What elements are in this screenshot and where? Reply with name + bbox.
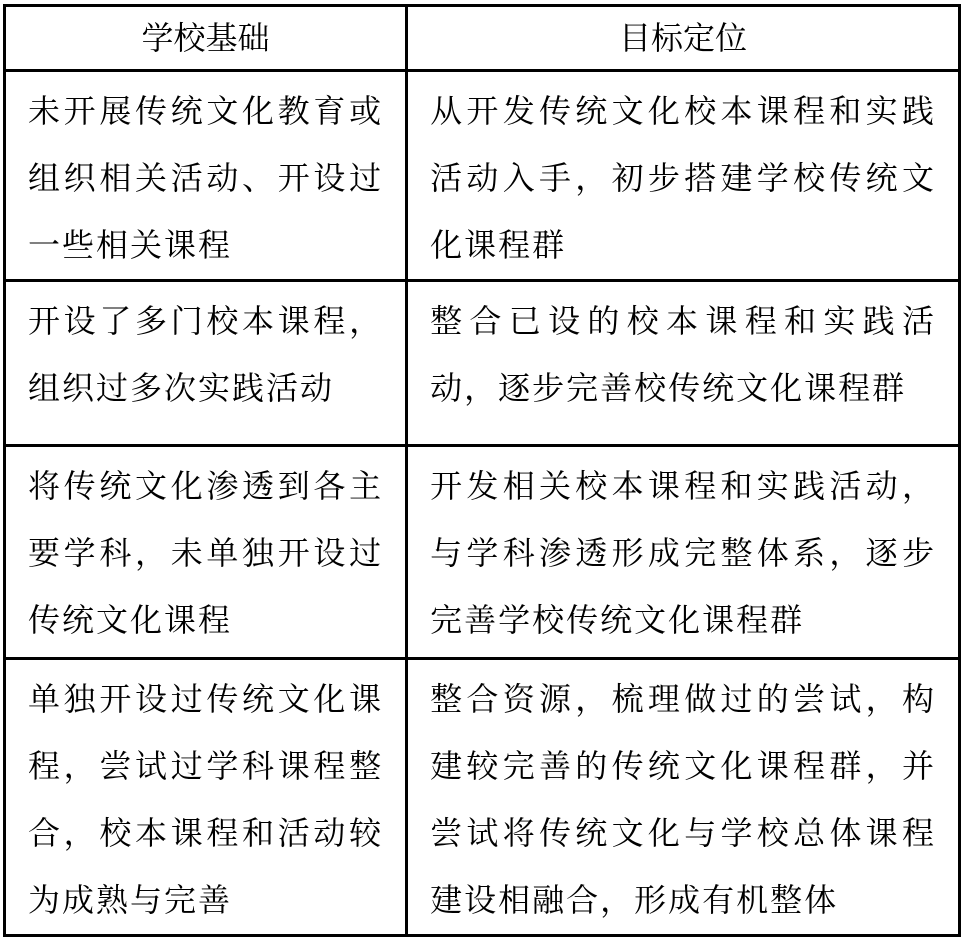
header-target-positioning: 目标定位 [407, 6, 960, 71]
header-row [5, 6, 960, 71]
target-positioning-text: 开发相关校本课程和实践活动，与学科渗透形成完整体系，逐步完善学校传统文化课程群 [430, 467, 936, 639]
target-positioning-text: 从开发传统文化校本课程和实践活动入手，初步搭建学校传统文化课程群 [430, 92, 936, 264]
target-positioning-cell [407, 659, 960, 936]
target-positioning-text: 整合资源，梳理做过的尝试，构建较完善的传统文化课程群，并尝试将传统文化与学校总体课程建设相融合，形成有机整体 [430, 680, 936, 919]
target-positioning-cell [407, 71, 960, 281]
school-basis-text: 将传统文化渗透到各主要学科，未单独开设过传统文化课程 [28, 467, 384, 639]
table-row [5, 71, 960, 281]
school-basis-text: 开设了多门校本课程，组织过多次实践活动 [28, 302, 384, 407]
school-basis-cell [5, 71, 407, 281]
table-row [5, 659, 960, 936]
header-school-basis: 学校基础 [5, 6, 407, 71]
table-row [5, 281, 960, 446]
school-basis-cell [5, 446, 407, 659]
target-positioning-cell [407, 446, 960, 659]
school-basis-text: 未开展传统文化教育或组织相关活动、开设过一些相关课程 [28, 92, 384, 264]
target-positioning-text: 整合已设的校本课程和实践活动，逐步完善校传统文化课程群 [430, 302, 936, 407]
target-positioning-cell [407, 281, 960, 446]
school-basis-cell [5, 281, 407, 446]
school-basis-cell [5, 659, 407, 936]
table-row [5, 446, 960, 659]
school-basis-text: 单独开设过传统文化课程，尝试过学科课程整合，校本课程和活动较为成熟与完善 [28, 680, 384, 919]
curriculum-positioning-table [3, 4, 961, 937]
